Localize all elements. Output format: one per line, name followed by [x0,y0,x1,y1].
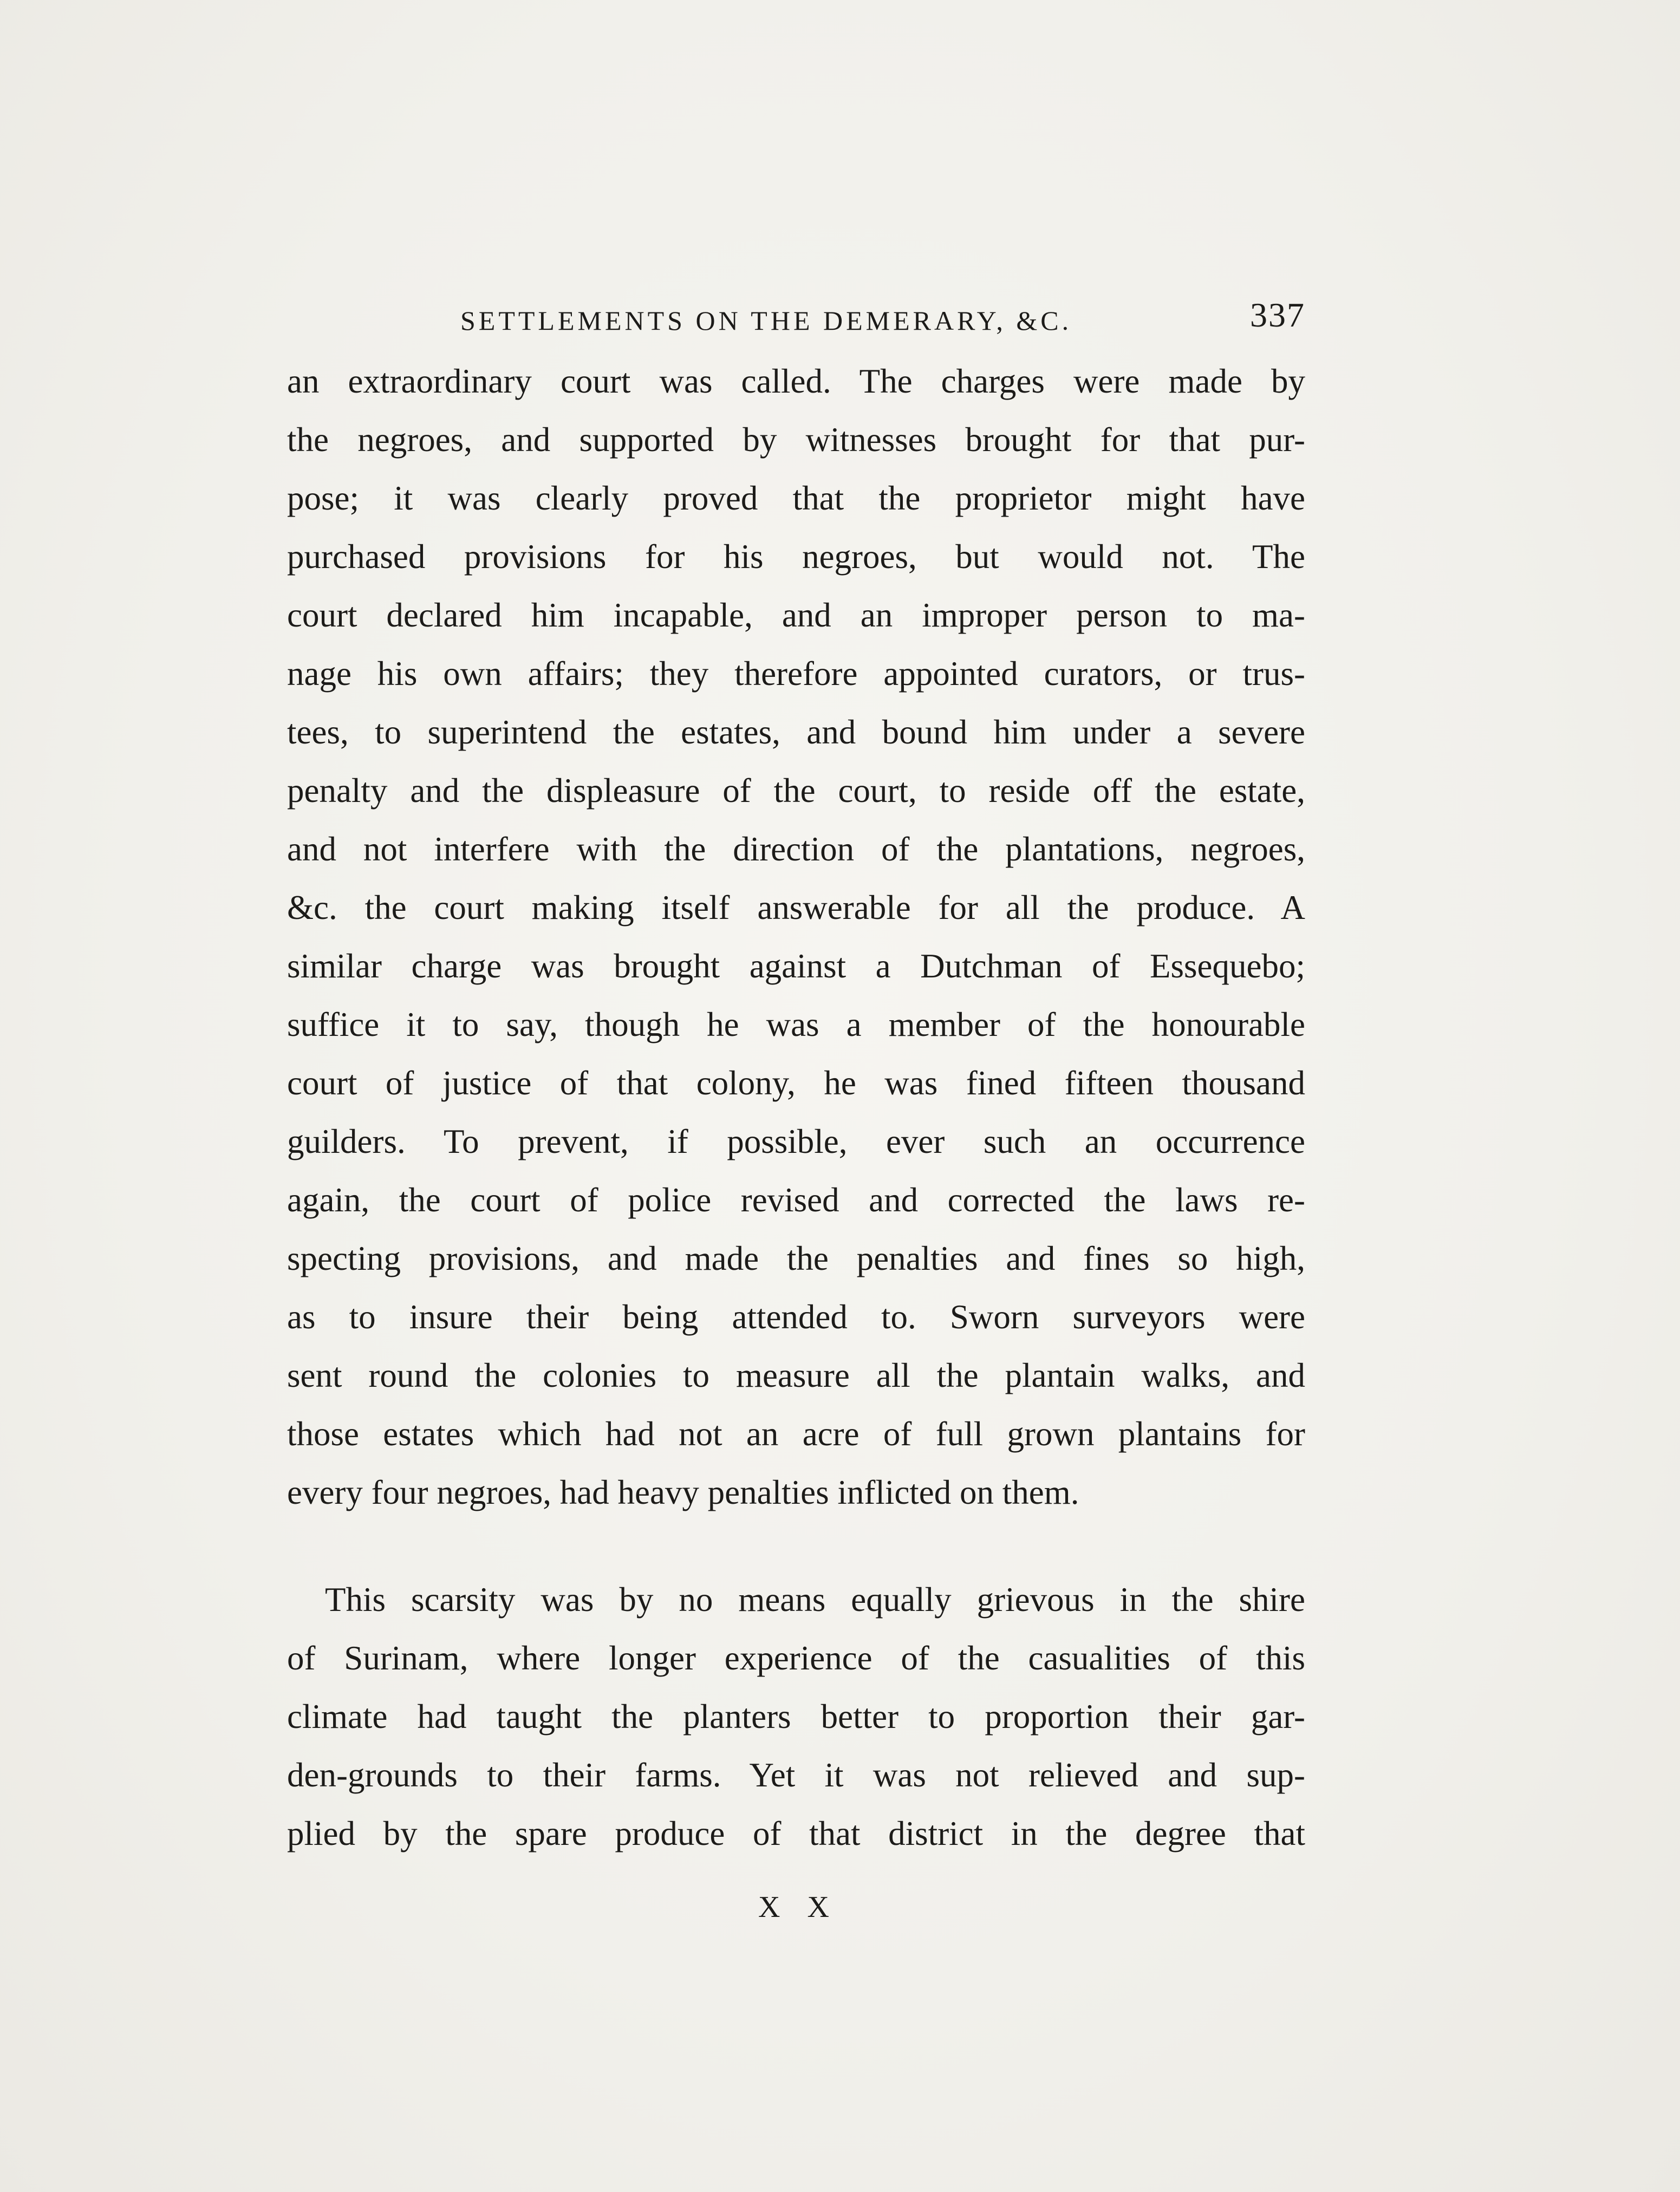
text-line: guilders. To prevent, if possible, ever such an occurrence [287,1123,1305,1160]
running-head [287,295,1305,344]
text-line: the negroes, and supported by witnesses brought for that pur- [287,421,1305,459]
text-line: nage his own affairs; they therefore appointed curators, or trus- [287,655,1305,693]
page-number: 337 [1250,296,1305,334]
text-line: &c. the court making itself answerable for all the produce. A [287,889,1305,927]
text-line: an extraordinary court was called. The charges were made by [287,362,1305,400]
text-line: court declared him incapable, and an improper person to ma- [287,596,1305,634]
text-line: tees, to superintend the estates, and bound him under a severe [287,713,1305,751]
paragraph-1 [287,352,1305,1522]
signature-mark: X X [758,1890,839,1924]
text-line: den-grounds to their farms. Yet it was not relieved and sup- [287,1756,1305,1794]
text-line: of Surinam, where longer experience of the casualities of this [287,1639,1305,1677]
text-line: again, the court of police revised and corrected the laws re- [287,1181,1305,1219]
text-line: plied by the spare produce of that district in the degree that [287,1815,1305,1852]
paragraph-2 [287,1570,1305,1863]
paragraph-gap [287,1522,1305,1570]
text-line: climate had taught the planters better to proportion their gar- [287,1698,1305,1736]
text-line: This scarsity was by no means equally grievous in the shire [325,1581,1305,1619]
text-line: and not interfere with the direction of the plantations, negroes, [287,830,1305,868]
text-line: similar charge was brought against a Dutchman of Essequebo; [287,947,1305,985]
text-line: pose; it was clearly proved that the proprietor might have [287,479,1305,517]
text-line: penalty and the displeasure of the court, to reside off the estate, [287,772,1305,810]
text-line: suffice it to say, though he was a member of the honourable [287,1006,1305,1043]
text-line: those estates which had not an acre of full grown plantains for [287,1415,1305,1453]
text-line: as to insure their being attended to. Sworn surveyors were [287,1298,1305,1336]
text-line: every four negroes, had heavy penalties inflicted on them. [287,1473,1079,1511]
text-line: sent round the colonies to measure all the plantain walks, and [287,1356,1305,1394]
text-line: court of justice of that colony, he was fined fifteen thousand [287,1064,1305,1102]
text-line: specting provisions, and made the penalties and fines so high, [287,1239,1305,1277]
body-text [287,352,1305,1863]
text-line: purchased provisions for his negroes, but would not. The [287,538,1305,576]
running-title: SETTLEMENTS ON THE DEMERARY, &C. [460,305,1072,336]
